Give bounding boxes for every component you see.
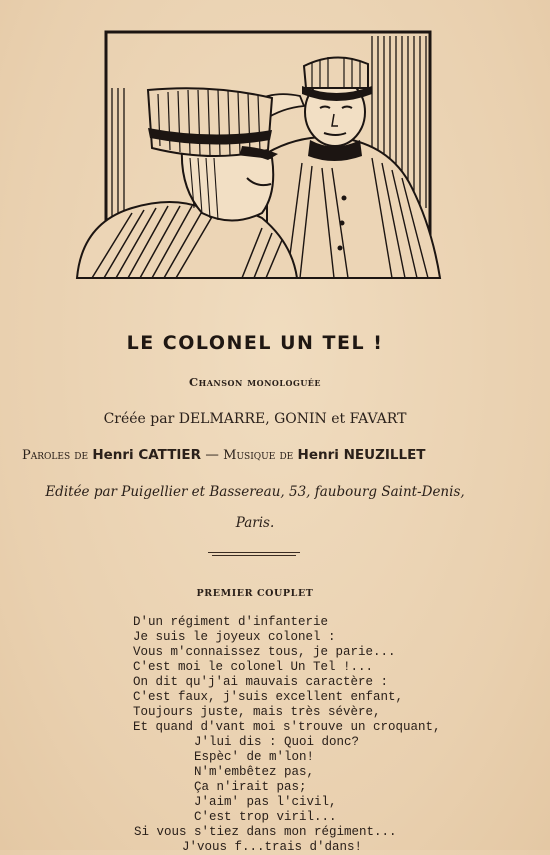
created-by-line: Créée par DELMARRE, GONIN et FAVART — [103, 411, 407, 427]
couplet-heading: PREMIER COUPLET — [196, 588, 314, 599]
divider-rule-thin — [212, 555, 296, 556]
verse-line: Vous m'connaissez tous, je parie... — [133, 645, 396, 659]
song-genre: Chanson monologuée — [189, 375, 321, 389]
verse-line: Si vous s'tiez dans mon régiment... — [134, 825, 397, 839]
lyrics-label: Paroles de — [22, 448, 89, 463]
publisher-city: Paris. — [235, 515, 275, 531]
colonel-saluting-illustration — [72, 28, 442, 286]
credits-line — [22, 447, 502, 463]
publisher-line: Editée par Puigellier et Bassereau, 53, faubourg Saint-Denis, — [45, 484, 465, 500]
verse-line: Je suis le joyeux colonel : — [133, 630, 336, 644]
composer-name: Henri NEUZILLET — [297, 447, 426, 463]
verse-line: On dit qu'j'ai mauvais caractère : — [133, 675, 389, 689]
verse-line: C'est moi le colonel Un Tel !... — [133, 660, 374, 674]
credits-dash: — — [205, 447, 219, 463]
verse-line: N'm'embêtez pas, — [194, 765, 315, 779]
lyricist-name: Henri CATTIER — [92, 447, 202, 463]
verse-line: Toujours juste, mais très sévère, — [133, 705, 381, 719]
verse-line: J'vous f...trais d'dans! — [182, 840, 363, 854]
verse-line: J'aim' pas l'civil, — [194, 795, 337, 809]
verse-line: Et quand d'vant moi s'trouve un croquant, — [133, 720, 441, 734]
verse-line: Ça n'irait pas; — [194, 780, 307, 794]
song-title: LE COLONEL UN TEL ! — [126, 332, 384, 354]
verse-line: C'est faux, j'suis excellent enfant, — [133, 690, 404, 704]
verse-line: Espèc' de m'lon! — [194, 750, 315, 764]
music-label: Musique de — [223, 448, 294, 463]
divider-rule — [208, 552, 300, 553]
engraving-image — [72, 28, 442, 286]
verse-line: C'est trop viril... — [194, 810, 337, 824]
verse-line: J'lui dis : Quoi donc? — [194, 735, 360, 749]
verse-line: D'un régiment d'infanterie — [133, 615, 329, 629]
